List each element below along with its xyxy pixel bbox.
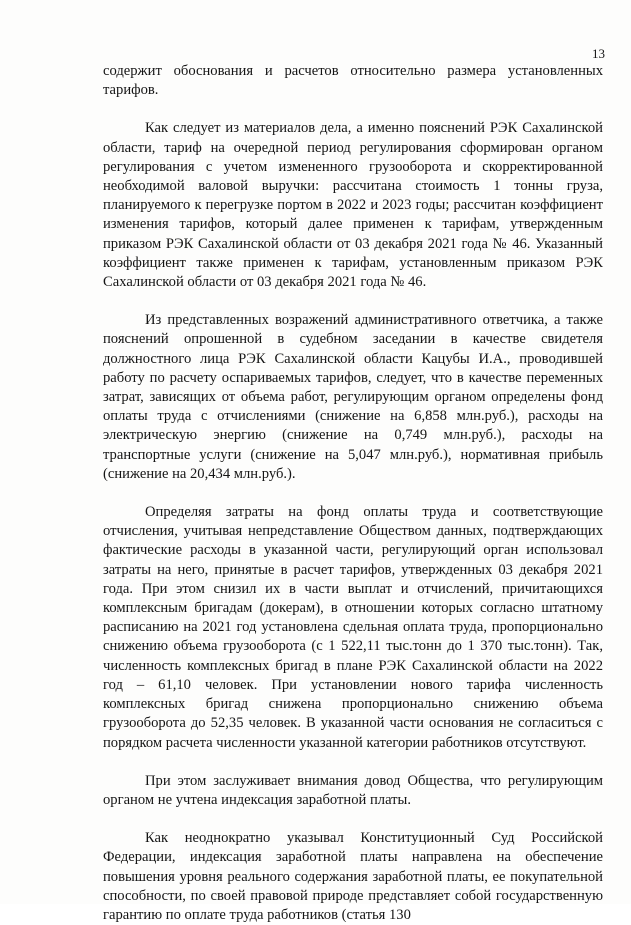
paragraph-wage-indexation: При этом заслуживает внимания довод Общества, что регулирующим органом не учтена индексация заработной платы. (103, 772, 603, 808)
paragraph-rec-explanations: Как следует из материалов дела, а именно пояснений РЭК Сахалинской области, тариф на очередной период регулирования сформирован органом регулирования с учетом измененного грузооборота и скорректированной необходимой валовой выручки: рассчитана стоимость 1 тонны груза, планируемого к перегрузке портом в 2022 и 2023 годы; рассчитан коэффициент изменения тарифов, который далее применен к тарифам, утвержденным приказом РЭК Сахалинской области от 03 декабря 2021 года № 46. Указанный коэффициент также применен к тарифам, установленным приказом РЭК Сахалинской области от 03 декабря 2021 года № 46. (103, 120, 603, 291)
document-body (103, 62, 603, 925)
paragraph-variable-costs: Из представленных возражений административного ответчика, а также пояснений опрошенной в судебном заседании в качестве свидетеля должностного лица РЭК Сахалинской области Кацубы И.А., проводившей работу по расчету оспариваемых тарифов, следует, что в качестве переменных затрат, зависящих от объема работ, регулирующим органом определены фонд оплаты труда с отчислениями (снижение на 6,858 млн.руб.), расходы на электрическую энергию (снижение на 0,749 млн.руб.), расходы на транспортные услуги (снижение на 5,047 млн.руб.), нормативная прибыль (снижение на 20,434 млн.руб.). (103, 312, 603, 482)
page-number: 13 (592, 46, 605, 61)
paragraph-constitutional-court: Как неоднократно указывал Конституционный Суд Российской Федерации, индексация заработной платы направлена на обеспечение повышения уровня реального содержания заработной платы, ее покупательной способности, по своей правовой природе представляет собой государственную гарантию по оплате труда работников (статья 130 (103, 830, 603, 923)
paragraph-tariff-justification-continued: содержит обоснования и расчетов относительно размера установленных тарифов. (103, 63, 603, 99)
paragraph-payroll-costs: Определяя затраты на фонд оплаты труда и соответствующие отчисления, учитывая непредставление Обществом данных, подтверждающих фактические расходы в указанной части, регулирующий орган использовал затраты на него, принятые в расчет тарифов, утвержденных 03 декабря 2021 года. При этом снизил их в части выплат и отчислений, причитающихся комплексным бригадам (докерам), в отношении которых согласно штатному расписанию на 2021 год установлена сдельная оплата труда, пропорционально снижению объема грузооборота (с 1 522,11 тыс.тонн до 1 370 тыс.тонн). Так, численность комплексных бригад в плане РЭК Сахалинской области на 2022 год – 61,10 человек. При установлении нового тарифа численность комплексных бригад снижена пропорционально снижению объема грузооборота до 52,35 человек. В указанной части основания не согласиться с порядком расчета численности указанной категории работников отсутствуют. (103, 504, 603, 751)
